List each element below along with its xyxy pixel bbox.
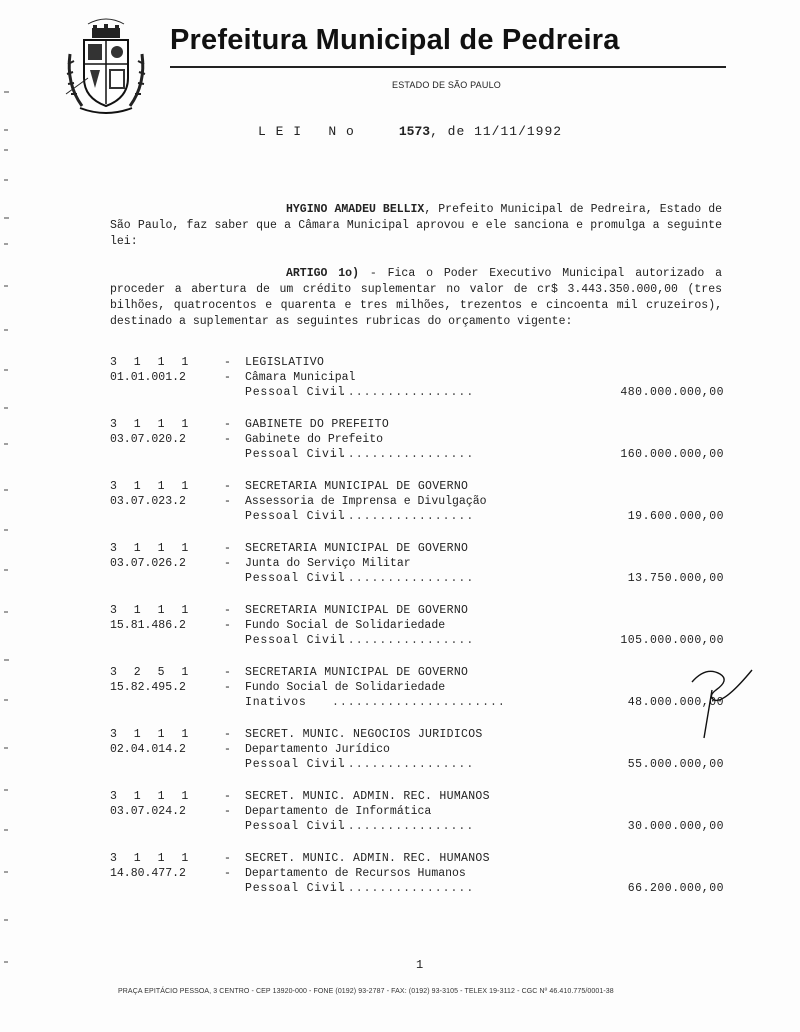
entry-separator: -: [224, 433, 231, 446]
entry-code: 3 2 5 1: [110, 666, 194, 679]
entry-unit-code: 14.80.477.2: [110, 867, 186, 880]
header-rule: [170, 66, 726, 68]
article-paragraph: [110, 266, 722, 330]
entry-separator: -: [224, 480, 231, 493]
entry-unit: Junta do Serviço Militar: [245, 557, 411, 570]
article-text: - Fica o Poder Executivo Municipal autorizado a proceder a abertura de um crédito suplementar no valor de cr$ 3.443.350.000,00 (tres bilhões, quatrocentos e quarenta e tres milhões, trezentos e cincoenta mil cruzeiros), destinado a suplementar as seguintes rubricas do orçamento vigente:: [110, 267, 722, 328]
entry-unit: Fundo Social de Solidariedade: [245, 619, 446, 632]
entry-code: 3 1 1 1: [110, 418, 194, 431]
entry-department: SECRETARIA MUNICIPAL DE GOVERNO: [245, 480, 469, 493]
entry-unit: Fundo Social de Solidariedade: [245, 681, 446, 694]
entry-amount: 55.000.000,00: [627, 758, 724, 771]
budget-entry: [110, 356, 730, 410]
entry-item: Pessoal Civil: [245, 386, 346, 399]
article-label: ARTIGO 1o): [286, 267, 359, 280]
entry-leader-dots: ..................: [332, 386, 475, 399]
municipal-crest: [62, 14, 150, 122]
entry-unit: Câmara Municipal: [245, 371, 356, 384]
law-label: L E I N o: [258, 124, 355, 139]
entry-department: SECRET. MUNIC. ADMIN. REC. HUMANOS: [245, 790, 490, 803]
entry-unit: Departamento Jurídico: [245, 743, 390, 756]
budget-entry: [110, 542, 730, 596]
budget-entry: [110, 418, 730, 472]
handwritten-signature: [690, 660, 760, 740]
entry-code: 3 1 1 1: [110, 852, 194, 865]
entry-leader-dots: ..................: [332, 758, 475, 771]
entry-unit: Departamento de Informática: [245, 805, 432, 818]
entry-leader-dots: ..................: [332, 448, 475, 461]
entry-leader-dots: ..................: [332, 820, 475, 833]
budget-entry: [110, 728, 730, 782]
entry-department: LEGISLATIVO: [245, 356, 325, 369]
entry-department: SECRETARIA MUNICIPAL DE GOVERNO: [245, 604, 469, 617]
entry-amount: 480.000.000,00: [620, 386, 724, 399]
budget-entry: [110, 790, 730, 844]
entry-amount: 30.000.000,00: [627, 820, 724, 833]
entry-separator: -: [224, 495, 231, 508]
entry-separator: -: [224, 728, 231, 741]
entry-separator: -: [224, 356, 231, 369]
entry-amount: 13.750.000,00: [627, 572, 724, 585]
budget-entry: [110, 666, 730, 720]
page-title: Prefeitura Municipal de Pedreira: [170, 24, 620, 56]
mayor-name: HYGINO AMADEU BELLIX: [286, 203, 425, 216]
entry-unit: Departamento de Recursos Humanos: [245, 867, 466, 880]
entry-amount: 160.000.000,00: [620, 448, 724, 461]
footer-address: PRAÇA EPITÁCIO PESSOA, 3 CENTRO - CEP 13920-000 - FONE (0192) 93-2787 - FAX: (0192) 93-3105 - TELEX 19-3112 - CGC Nº 46.410.775/0001-38: [118, 988, 614, 995]
entry-leader-dots: ......................: [332, 696, 506, 709]
entry-separator: -: [224, 604, 231, 617]
intro-text: , Prefeito Municipal de Pedreira, Estado de São Paulo, faz saber que a Câmara Municipal aprovou e ele sanciona e promulga a seguinte lei:: [110, 203, 722, 248]
budget-entry: [110, 480, 730, 534]
entry-item: Pessoal Civil: [245, 882, 346, 895]
entry-separator: -: [224, 542, 231, 555]
law-number: 1573: [398, 124, 431, 139]
entry-separator: -: [224, 852, 231, 865]
entry-separator: -: [224, 619, 231, 632]
entry-item: Inativos: [245, 696, 307, 709]
entry-department: SECRET. MUNIC. ADMIN. REC. HUMANOS: [245, 852, 490, 865]
entry-item: Pessoal Civil: [245, 510, 346, 523]
entry-separator: -: [224, 418, 231, 431]
entry-item: Pessoal Civil: [245, 448, 346, 461]
entry-leader-dots: ..................: [332, 882, 475, 895]
entry-leader-dots: ..................: [332, 510, 475, 523]
entry-separator: -: [224, 681, 231, 694]
entry-item: Pessoal Civil: [245, 634, 346, 647]
entry-department: SECRETARIA MUNICIPAL DE GOVERNO: [245, 666, 469, 679]
entry-unit-code: 15.82.495.2: [110, 681, 186, 694]
entry-code: 3 1 1 1: [110, 790, 194, 803]
entry-separator: -: [224, 805, 231, 818]
entry-separator: -: [224, 666, 231, 679]
budget-entry: [110, 604, 730, 658]
entry-unit-code: 03.07.023.2: [110, 495, 186, 508]
entry-unit-code: 03.07.026.2: [110, 557, 186, 570]
law-date: , de 11/11/1992: [430, 124, 563, 139]
entry-code: 3 1 1 1: [110, 356, 194, 369]
entry-leader-dots: ..................: [332, 634, 475, 647]
entry-unit-code: 15.81.486.2: [110, 619, 186, 632]
entry-separator: -: [224, 743, 231, 756]
entry-unit: Assessoria de Imprensa e Divulgação: [245, 495, 487, 508]
entry-item: Pessoal Civil: [245, 758, 346, 771]
entry-department: SECRETARIA MUNICIPAL DE GOVERNO: [245, 542, 469, 555]
crest-emblem: [62, 14, 150, 122]
entry-department: SECRET. MUNIC. NEGOCIOS JURIDICOS: [245, 728, 483, 741]
state-subtitle: ESTADO DE SÃO PAULO: [392, 80, 501, 90]
entry-separator: -: [224, 867, 231, 880]
entry-amount: 48.000.000,00: [627, 696, 724, 709]
entry-code: 3 1 1 1: [110, 480, 194, 493]
entry-separator: -: [224, 557, 231, 570]
entry-leader-dots: ..................: [332, 572, 475, 585]
entry-unit-code: 03.07.024.2: [110, 805, 186, 818]
entry-separator: -: [224, 790, 231, 803]
entry-code: 3 1 1 1: [110, 728, 194, 741]
entry-code: 3 1 1 1: [110, 604, 194, 617]
budget-entry: [110, 852, 730, 906]
entry-unit-code: 02.04.014.2: [110, 743, 186, 756]
entry-unit-code: 03.07.020.2: [110, 433, 186, 446]
law-number-line: [258, 124, 562, 139]
entry-unit: Gabinete do Prefeito: [245, 433, 384, 446]
entry-item: Pessoal Civil: [245, 820, 346, 833]
entry-amount: 19.600.000,00: [627, 510, 724, 523]
entry-amount: 66.200.000,00: [627, 882, 724, 895]
margin-marks: [0, 0, 20, 1032]
entry-item: Pessoal Civil: [245, 572, 346, 585]
intro-paragraph: [110, 202, 722, 250]
page-number: 1: [416, 958, 424, 972]
entry-unit-code: 01.01.001.2: [110, 371, 186, 384]
entry-code: 3 1 1 1: [110, 542, 194, 555]
entry-separator: -: [224, 371, 231, 384]
entry-amount: 105.000.000,00: [620, 634, 724, 647]
entry-department: GABINETE DO PREFEITO: [245, 418, 390, 431]
